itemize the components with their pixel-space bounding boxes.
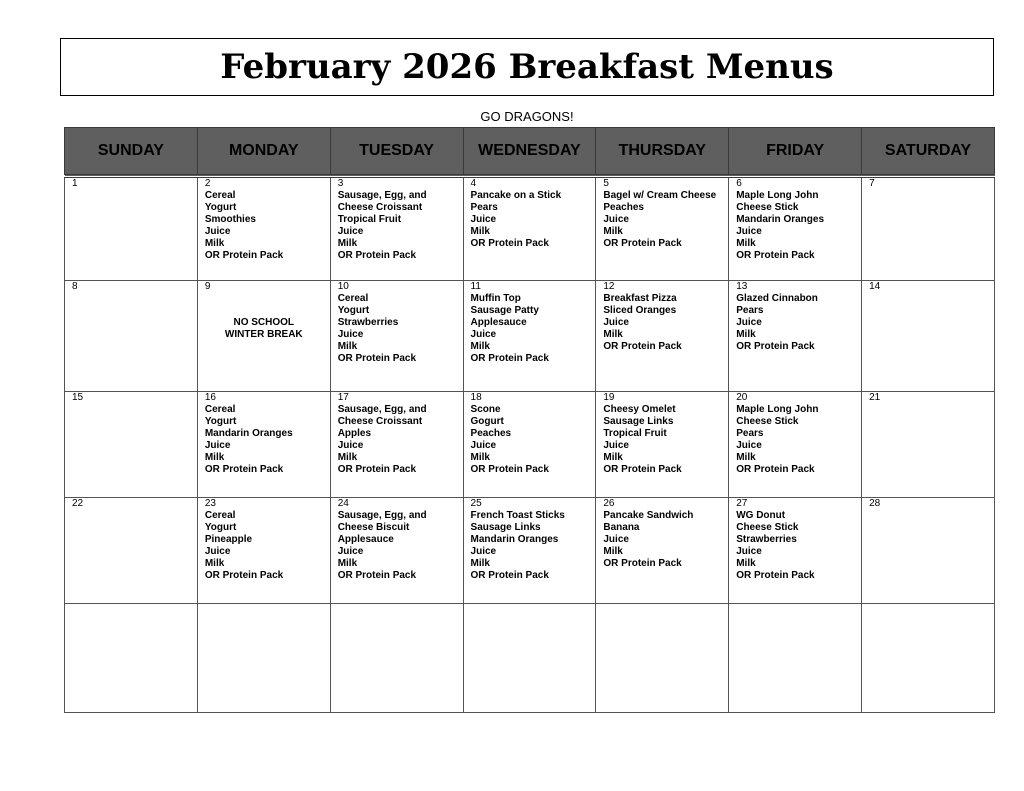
week-row-1	[65, 176, 995, 281]
menu-item: Sausage Links	[603, 416, 674, 427]
menu-item: Scone	[470, 404, 501, 415]
day-cell	[65, 604, 198, 713]
day-number: 13	[736, 281, 748, 292]
menu-item: OR Protein Pack	[603, 341, 682, 352]
day-cell	[729, 604, 862, 713]
day-number: 21	[869, 392, 881, 403]
day-number: 20	[736, 392, 748, 403]
menu-item: Juice	[603, 317, 629, 328]
menu-item: Cheese Biscuit	[337, 522, 410, 533]
day-number: 7	[869, 178, 875, 189]
day-number: 10	[337, 281, 349, 292]
day-cell	[596, 498, 729, 604]
day-note	[205, 317, 323, 341]
day-cell	[197, 498, 330, 604]
day-number: 17	[337, 392, 349, 403]
menu-item: Juice	[337, 329, 364, 340]
day-cell	[463, 498, 596, 604]
day-number: 18	[470, 392, 482, 403]
week-row-5	[65, 604, 995, 713]
menu-item: OR Protein Pack	[470, 353, 549, 364]
day-cell	[463, 281, 596, 392]
menu-item: Yogurt	[204, 202, 237, 213]
menu-item: OR Protein Pack	[337, 570, 417, 581]
menu-item: OR Protein Pack	[337, 353, 417, 364]
menu-item: Pears	[736, 428, 764, 439]
weekday-header-tuesday: TUESDAY	[330, 128, 463, 177]
menu-item: OR Protein Pack	[204, 250, 284, 261]
menu-item: Milk	[470, 226, 490, 237]
menu-item: OR Protein Pack	[603, 238, 682, 249]
menu-item: Juice	[204, 440, 231, 451]
day-cell	[596, 392, 729, 498]
menu-item: Pancake on a Stick	[470, 190, 562, 201]
day-cell	[65, 176, 198, 281]
menu-item: Muffin Top	[470, 293, 521, 304]
menu-item: Milk	[337, 452, 358, 463]
menu-item: Apples	[337, 428, 372, 439]
menu-item: Pineapple	[204, 534, 253, 545]
menu-item: Milk	[603, 546, 623, 557]
menu-item: OR Protein Pack	[603, 558, 682, 569]
menu-item: Milk	[337, 558, 358, 569]
menu-item: Milk	[204, 558, 225, 569]
day-number: 2	[204, 178, 211, 189]
day-number: 15	[72, 392, 84, 403]
weekday-header-saturday: SATURDAY	[862, 128, 995, 177]
menu-item: Juice	[603, 440, 629, 451]
day-number: 4	[470, 178, 477, 189]
menu-item: Cheese Croissant	[337, 416, 423, 427]
day-cell	[463, 604, 596, 713]
menu-item: Pears	[470, 202, 498, 213]
menu-item: Applesauce	[337, 534, 394, 545]
day-cell	[65, 281, 198, 392]
menu-item: Juice	[337, 440, 364, 451]
menu-item: Milk	[337, 341, 358, 352]
menu-item: Sausage Patty	[470, 305, 539, 316]
day-cell	[596, 604, 729, 713]
page-subtitle: GO DRAGONS!	[480, 109, 574, 124]
menu-item: Sausage, Egg, and	[337, 190, 427, 201]
menu-item: Sausage, Egg, and	[337, 510, 427, 521]
menu-item: OR Protein Pack	[470, 464, 549, 475]
menu-item: Pancake Sandwich	[603, 510, 694, 521]
day-cell	[65, 392, 198, 498]
menu-item: Milk	[603, 452, 623, 463]
day-number: 12	[603, 281, 615, 292]
day-cell	[862, 281, 995, 392]
day-number: 6	[736, 178, 742, 189]
weekday-header-wednesday: WEDNESDAY	[463, 128, 596, 177]
day-cell	[197, 176, 330, 281]
day-number: 19	[603, 392, 615, 403]
day-note-line: NO SCHOOL	[233, 317, 295, 328]
menu-item: Strawberries	[337, 317, 399, 328]
day-cell	[596, 176, 729, 281]
menu-item: Cereal	[204, 190, 236, 201]
day-cell	[463, 176, 596, 281]
menu-item: Mandarin Oranges	[204, 428, 293, 439]
menu-item: Milk	[736, 329, 756, 340]
menu-item: OR Protein Pack	[204, 570, 284, 581]
menu-item: Juice	[736, 226, 762, 237]
menu-item: Applesauce	[470, 317, 527, 328]
day-cell	[463, 392, 596, 498]
menu-item: WG Donut	[736, 510, 786, 521]
day-cell	[197, 604, 330, 713]
menu-item: Juice	[470, 440, 497, 451]
menu-item: Juice	[736, 440, 762, 451]
day-cell	[65, 498, 198, 604]
menu-item: Juice	[470, 546, 497, 557]
day-cell	[330, 281, 463, 392]
menu-item: Glazed Cinnabon	[736, 293, 818, 304]
menu-item: Juice	[470, 214, 497, 225]
day-number: 25	[470, 498, 482, 509]
week-row-2	[65, 281, 995, 392]
menu-item: Milk	[337, 238, 358, 249]
day-number: 3	[337, 178, 344, 189]
menu-item: OR Protein Pack	[736, 464, 815, 475]
menu-item: Pears	[736, 305, 764, 316]
day-cell	[729, 498, 862, 604]
menu-item: OR Protein Pack	[603, 464, 682, 475]
day-cell	[330, 176, 463, 281]
day-number: 16	[204, 392, 216, 403]
menu-item: Strawberries	[736, 534, 797, 545]
menu-calendar	[64, 127, 995, 713]
menu-item: Milk	[204, 238, 225, 249]
day-note-line: WINTER BREAK	[224, 329, 303, 340]
menu-item: Juice	[204, 226, 231, 237]
menu-item: OR Protein Pack	[204, 464, 284, 475]
menu-item: Milk	[736, 558, 756, 569]
menu-item: OR Protein Pack	[337, 464, 417, 475]
day-number: 22	[72, 498, 84, 509]
day-number: 23	[204, 498, 216, 509]
day-number: 14	[869, 281, 881, 292]
day-number: 9	[204, 281, 211, 292]
menu-item: Breakfast Pizza	[603, 293, 677, 304]
menu-item: Juice	[603, 534, 629, 545]
menu-item: Banana	[603, 522, 640, 533]
menu-item: Juice	[204, 546, 231, 557]
menu-item: Milk	[470, 558, 490, 569]
menu-item: Juice	[736, 546, 762, 557]
menu-item: Cereal	[204, 404, 236, 415]
menu-item: Mandarin Oranges	[736, 214, 825, 225]
menu-item: Peaches	[603, 202, 644, 213]
day-cell	[330, 604, 463, 713]
weekday-header-friday: FRIDAY	[729, 128, 862, 177]
day-cell	[862, 498, 995, 604]
menu-item: Cheese Stick	[736, 202, 799, 213]
week-row-4	[65, 498, 995, 604]
day-number: 11	[470, 281, 481, 292]
day-cell	[330, 498, 463, 604]
menu-item: Milk	[204, 452, 225, 463]
menu-item: French Toast Sticks	[470, 510, 565, 521]
menu-item: OR Protein Pack	[470, 570, 549, 581]
calendar-body	[65, 176, 995, 713]
menu-item: Tropical Fruit	[603, 428, 667, 439]
menu-item: OR Protein Pack	[736, 250, 815, 261]
weekday-header-thursday: THURSDAY	[596, 128, 729, 177]
menu-item: OR Protein Pack	[337, 250, 417, 261]
menu-item: Peaches	[470, 428, 512, 439]
day-number: 26	[603, 498, 615, 509]
day-cell	[729, 392, 862, 498]
menu-item: OR Protein Pack	[736, 570, 815, 581]
menu-item: Tropical Fruit	[337, 214, 402, 225]
menu-item: Juice	[736, 317, 762, 328]
day-number: 28	[869, 498, 881, 509]
day-cell	[862, 392, 995, 498]
menu-item: Milk	[603, 329, 623, 340]
week-row-3	[65, 392, 995, 498]
menu-item: Milk	[470, 452, 490, 463]
menu-item: Milk	[736, 238, 756, 249]
menu-item: Cereal	[337, 293, 369, 304]
menu-item: Gogurt	[470, 416, 504, 427]
menu-item: Yogurt	[337, 305, 370, 316]
weekday-header-monday: MONDAY	[197, 128, 330, 177]
day-cell	[862, 604, 995, 713]
menu-item: Cheesy Omelet	[603, 404, 676, 415]
menu-item: Milk	[470, 341, 490, 352]
day-number: 27	[736, 498, 748, 509]
day-number: 5	[603, 178, 609, 189]
menu-item: Sausage, Egg, and	[337, 404, 427, 415]
day-cell	[596, 281, 729, 392]
menu-item: Mandarin Oranges	[470, 534, 559, 545]
menu-item: OR Protein Pack	[736, 341, 815, 352]
day-cell	[729, 176, 862, 281]
menu-item: Cheese Croissant	[337, 202, 423, 213]
menu-item: Juice	[337, 546, 364, 557]
menu-item: Smoothies	[204, 214, 256, 225]
day-cell	[330, 392, 463, 498]
menu-item: Bagel w/ Cream Cheese	[603, 190, 717, 201]
menu-item: Yogurt	[204, 522, 237, 533]
day-cell	[197, 392, 330, 498]
menu-item: Maple Long John	[736, 404, 819, 415]
day-cell	[729, 281, 862, 392]
menu-item: Cheese Stick	[736, 416, 799, 427]
day-number: 24	[337, 498, 349, 509]
menu-item: Milk	[736, 452, 756, 463]
menu-item: Juice	[603, 214, 629, 225]
menu-item: Yogurt	[204, 416, 237, 427]
menu-item: Cheese Stick	[736, 522, 799, 533]
menu-item: Milk	[603, 226, 623, 237]
menu-item: Juice	[470, 329, 497, 340]
menu-item: Sausage Links	[470, 522, 541, 533]
menu-item: Sliced Oranges	[603, 305, 677, 316]
menu-item: Maple Long John	[736, 190, 819, 201]
day-cell	[862, 176, 995, 281]
day-number: 1	[72, 178, 78, 189]
day-cell	[197, 281, 330, 392]
page-title: February 2026 Breakfast Menus	[220, 47, 834, 87]
menu-item: Juice	[337, 226, 364, 237]
menu-item: OR Protein Pack	[470, 238, 549, 249]
day-number: 8	[72, 281, 78, 292]
weekday-header-row	[65, 128, 995, 177]
menu-item: Cereal	[204, 510, 236, 521]
weekday-header-sunday: SUNDAY	[65, 128, 198, 177]
title-box	[60, 38, 994, 96]
